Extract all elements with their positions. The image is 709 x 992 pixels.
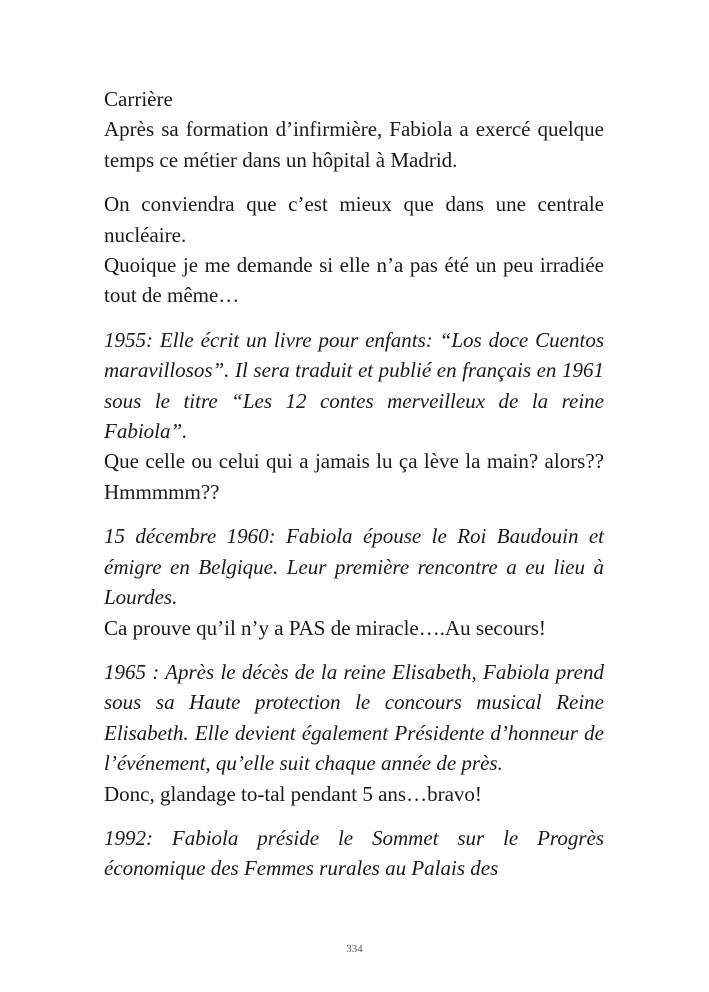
paragraph-centrale: On conviendra que c’est mieux que dans une centrale nucléaire.: [104, 192, 604, 247]
page-body: [104, 84, 604, 884]
paragraph-formation: Après sa formation d’infirmière, Fabiola a exercé quelque temps ce métier dans un hôpital à Madrid.: [104, 117, 604, 172]
paragraph-glandage: Donc, glandage to-tal pendant 5 ans…bravo!: [104, 781, 482, 806]
paragraph-1955: 1955: Elle écrit un livre pour enfants: “Los doce Cuentos maravillosos”. Il sera traduit et publié en français en 1961 sous le titre “Les 12 contes merveilleux de la reine Fabiola”.: [104, 327, 604, 444]
page-number: 334: [346, 943, 363, 955]
paragraph-1965: 1965 : Après le décès de la reine Elisabeth, Fabiola prend sous sa Haute protection le concours musical Reine Elisabeth. Elle devient également Présidente d’honneur de l’événement, qu’elle suit chaque année de près.: [104, 659, 604, 776]
paragraph-miracle: Ca prouve qu’il n’y a PAS de miracle….Au secours!: [104, 615, 546, 640]
paragraph-irradiee: Quoique je me demande si elle n’a pas été un peu irradiée tout de même…: [104, 253, 604, 308]
paragraph-lu-ca: Que celle ou celui qui a jamais lu ça lève la main? alors?? Hmmmmm??: [104, 449, 604, 504]
section-carriere: [104, 84, 604, 175]
paragraph-1960: 15 décembre 1960: Fabiola épouse le Roi Baudouin et émigre en Belgique. Leur première rencontre a eu lieu à Lourdes.: [104, 524, 604, 610]
paragraph-1992: 1992: Fabiola préside le Sommet sur le Progrès économique des Femmes rurales au Palais des: [104, 825, 604, 881]
section-heading: Carrière: [104, 87, 173, 111]
